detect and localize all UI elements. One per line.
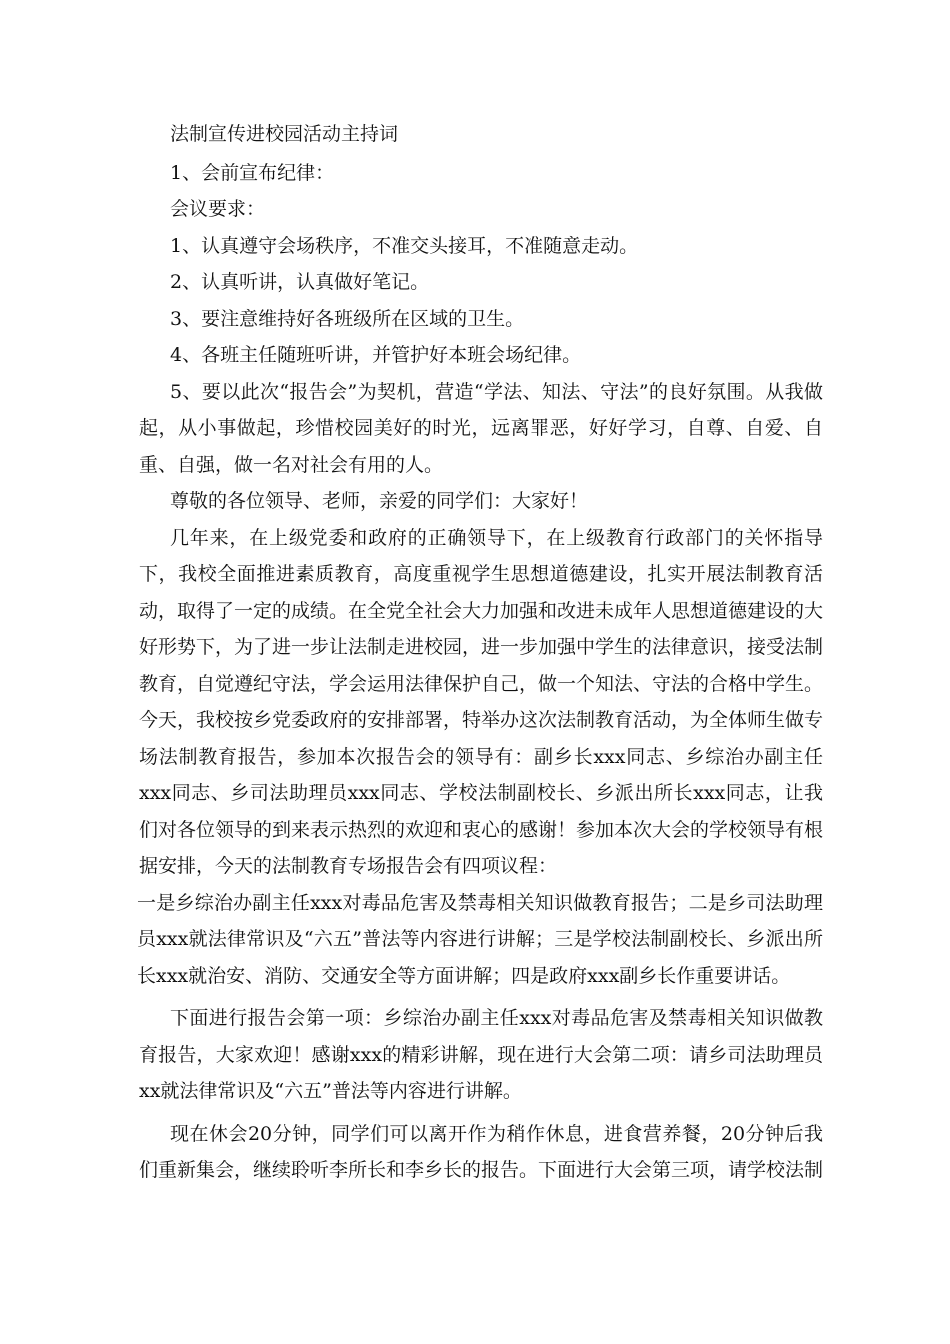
paragraph: 尊敬的各位领导、老师，亲爱的同学们：大家好！ (170, 490, 589, 512)
paragraph: 1、会前宣布纪律： (170, 161, 335, 184)
paragraph: 会议要求： (170, 198, 266, 220)
paragraph: 3、要注意维持好各班级所在区域的卫生。 (170, 307, 525, 330)
paragraph: 2、认真听讲，认真做好笔记。 (170, 271, 430, 293)
paragraph: 4、各班主任随班听讲，并管护好本班会场纪律。 (170, 344, 582, 366)
paragraph: 一是乡综治办副主任xxx对毒品危害及禁毒相关知识做教育报告；二是乡司法助理员xxx就法律常识及“六五”普法等内容进行讲解；三是学校法制副校长、乡派出所长xxx就治安、消防、交通安全等方面讲解；四是政府xxx副乡长作重要讲话。 (137, 891, 823, 987)
paragraph: 几年来，在上级党委和政府的正确领导下，在上级教育行政部门的关怀指导下，我校全面推进素质教育，高度重视学生思想道德建设，扎实开展法制教育活动，取得了一定的成绩。在全党全社会大力加强和改进未成年人思想道德建设的大好形势下，为了进一步让法制走进校园，进一步加强中学生的法律意识，接受法制教育，自觉遵纪守法，学会运用法律保护自己，做一个知法、守法的合格中学生。今天，我校按乡党委政府的安排部署，特举办这次法制教育活动，为全体师生做专场法制教育报告，参加本次报告会的领导有：副乡长xxx同志、乡综治办副主任xxx同志、乡司法助理员xxx同志、学校法制副校长、乡派出所长xxx同志，让我们对各位领导的到来表示热烈的欢迎和衷心的感谢！参加本次大会的学校领导有根据安排，今天的法制教育专场报告会有四项议程： (139, 526, 824, 877)
paragraph: 下面进行报告会第一项：乡综治办副主任xxx对毒品危害及禁毒相关知识做教育报告，大家欢迎！感谢xxx的精彩讲解，现在进行大会第二项：请乡司法助理员xx就法律常识及“六五”普法等内容进行讲解。 (139, 1007, 823, 1102)
document-body (139, 116, 823, 1189)
document-title: 法制宣传进校园活动主持词 (170, 123, 399, 145)
paragraph: 5、要以此次“报告会”为契机，营造“学法、知法、守法”的良好氛围。从我做起，从小事做起，珍惜校园美好的时光，远离罪恶，好好学习，自尊、自爱、自重、自强，做一名对社会有用的人。 (139, 380, 823, 476)
paragraph: 1、认真遵守会场秩序，不准交头接耳，不准随意走动。 (170, 234, 639, 257)
paragraph: 现在休会20分钟，同学们可以离开作为稍作休息，进食营养餐，20分钟后我们重新集会，继续聆听李所长和李乡长的报告。下面进行大会第三项，请学校法制 (139, 1122, 824, 1181)
